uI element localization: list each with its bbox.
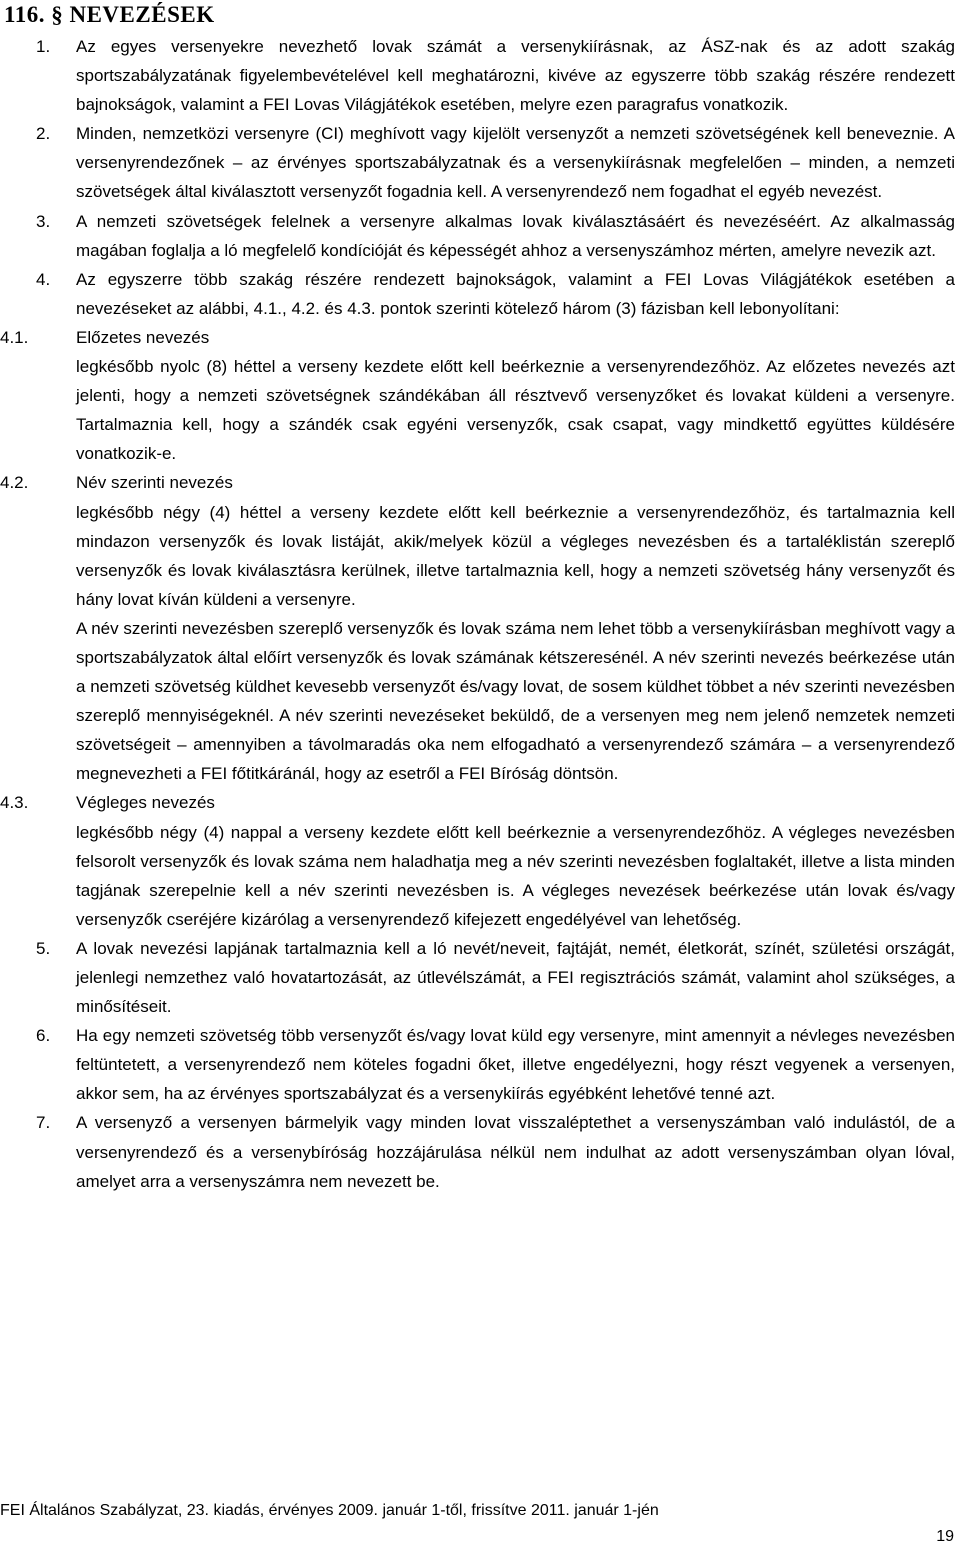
subitem-text: legkésőbb négy (4) héttel a verseny kezdete előtt kell beérkeznie a versenyrendezőhöz, és tartalmaznia kell mindazon versenyzők és lovak listáját, akik/melyek közül a végleges nevezésben és a tartaléklistán szereplő versenyzők és lovak kiválasztásra kerülnek, illetve tartalmaznia kell, hogy a nemzeti szövetség hány versenyzőt és hány lovat kíván küldeni a versenyre. (76, 502, 955, 609)
section-title: NEVEZÉSEK (69, 2, 215, 27)
item-number: 4. (36, 269, 51, 289)
subitem-4-3-body (0, 818, 955, 934)
subitem-4-3 (0, 788, 955, 817)
list-item-6 (0, 1021, 955, 1108)
subitem-text: legkésőbb négy (4) nappal a verseny kezdete előtt kell beérkeznie a versenyrendezőhöz. A végleges nevezésben felsorolt versenyzők és lovak száma nem haladhatja meg a név szerinti nevezésben foglaltakét, illetve a lista minden tagjának szerepelnie kell a név szerinti nevezésben is. A végleges nevezések beérkezése után lovak és/vagy versenyzők cseréjére kizárólag a versenyrendező kifejezett engedélyével van lehetőség. (76, 822, 955, 929)
item-number: 6. (36, 1026, 51, 1046)
item-text: Minden, nemzetközi versenyre (CI) meghívott vagy kijelölt versenyzőt a nemzeti szövetségének kell beneveznie. A versenyrendezőnek – az érvényes sportszabályzatnak és a versenykiírásnak megfelelően – minden, a nemzeti szövetségek által kiválasztott versenyzőt fogadnia kell. A versenyrendező nem fogadhat el egyéb nevezést. (76, 124, 955, 202)
list-item-5 (0, 934, 955, 1021)
subitem-4-2-body (0, 498, 955, 789)
item-text: Az egyszerre több szakág részére rendezett bajnokságok, valamint a FEI Lovas Világjátékok esetében a nevezéseket az alábbi, 4.1., 4.2. és 4.3. pontok szerinti kötelező három (3) fázisban kell lebonyolítani: (76, 269, 955, 318)
item-number: 7. (36, 1113, 51, 1133)
subitem-text-2: A név szerinti nevezésben szereplő versenyzők és lovak száma nem lehet több a versenykiírásban meghívott vagy a sportszabályzatok által előírt versenyzők és lovak számának kétszeresénél. A név szerinti nevezés beérkezése után a nemzeti szövetség küldhet kevesebb versenyzőt és/vagy lovat, de sosem küldhet többet a név szerinti nevezésben szereplő mennyiségeknél. A név szerinti nevezéseket beküldő, de a versenyen meg nem jelenő nemzetek nemzeti szövetségeit – amennyiben a távolmaradás oka nem elfogadható a versenyrendező számára – a versenyrendező megnevezheti a FEI főtitkáránál, hogy az esetről a FEI Bíróság döntsön. (76, 618, 955, 784)
item-number: 1. (36, 37, 51, 56)
list-item-7 (0, 1108, 955, 1195)
paragraph-sign: § (51, 2, 64, 27)
item-text: A versenyző a versenyen bármelyik vagy minden lovat visszaléptethet a versenyszámban való indulástól, de a versenyrendező és a versenybíróság hozzájárulása nélkül nem indulhat az adott versenyszámban olyan lóval, amelyet arra a versenyszámra nem nevezett be. (76, 1113, 955, 1191)
subitem-title: Előzetes nevezés (76, 327, 210, 347)
subitem-number: 4.2. (0, 473, 29, 493)
subitem-4-1-body (0, 352, 955, 468)
subitem-4-2 (0, 468, 955, 497)
item-text: A nemzeti szövetségek felelnek a versenyre alkalmas lovak kiválasztásáért és nevezéséért. Az alkalmasság magában foglalja a ló megfelelő kondícióját és képességét ahhoz a versenyszámhoz mérten, amelyre nevezik azt. (76, 211, 955, 260)
section-heading (4, 2, 215, 28)
subitem-number: 4.1. (0, 327, 29, 347)
list-item-4 (0, 265, 955, 323)
item-number: 2. (36, 124, 51, 144)
subitem-text: legkésőbb nyolc (8) héttel a verseny kezdete előtt kell beérkeznie a versenyrendezőhöz. Az előzetes nevezés azt jelenti, hogy a nemzeti szövetségnek szándékában áll résztvevő versenyzőket és lovakat küldeni a versenyre. Tartalmaznia kell, hogy a szándék csak egyéni versenyzők, csak csapat, vagy mindkettő együttes küldésére vonatkozik-e. (76, 357, 955, 464)
page-footer: FEI Általános Szabályzat, 23. kiadás, érvényes 2009. január 1-től, frissítve 2011. január 1-jén (0, 1502, 659, 1519)
item-number: 5. (36, 938, 51, 958)
item-text: Az egyes versenyekre nevezhető lovak számát a versenykiírásnak, az ÁSZ-nak és az adott szakág sportszabályzatának figyelembevételével kell meghatározni, kivéve az egyszerre több szakág részére rendezett bajnokságok, valamint a FEI Lovas Világjátékok esetében, melyre ezen paragrafus vonatkozik. (76, 37, 955, 115)
page-number: 19 (936, 1528, 954, 1545)
subitem-title: Végleges nevezés (76, 793, 215, 813)
document-body (0, 32, 955, 1196)
section-number: 116. (4, 2, 45, 27)
subitem-number: 4.3. (0, 793, 29, 813)
list-item-3 (0, 207, 955, 265)
list-item-1 (0, 32, 955, 119)
list-item-2 (0, 119, 955, 206)
subitem-4-1 (0, 323, 955, 352)
item-number: 3. (36, 211, 51, 231)
subitem-title: Név szerinti nevezés (76, 473, 233, 493)
item-text: Ha egy nemzeti szövetség több versenyzőt és/vagy lovat küld egy versenyre, mint amennyit a névleges nevezésben feltüntetett, a versenyrendező nem köteles fogadni őket, illetve engedélyezni, hogy részt vegyenek a versenyen, akkor sem, ha az érvényes sportszabályzat és a versenykiírás egyébként lehetővé tenné azt. (76, 1026, 955, 1104)
item-text: A lovak nevezési lapjának tartalmaznia kell a ló nevét/neveit, fajtáját, nemét, életkorát, színét, születési országát, jelenlegi nemzethez való hovatartozását, az útlevélszámát, a FEI regisztrációs számát, valamint ahol szükséges, a minősítéseit. (76, 938, 955, 1017)
